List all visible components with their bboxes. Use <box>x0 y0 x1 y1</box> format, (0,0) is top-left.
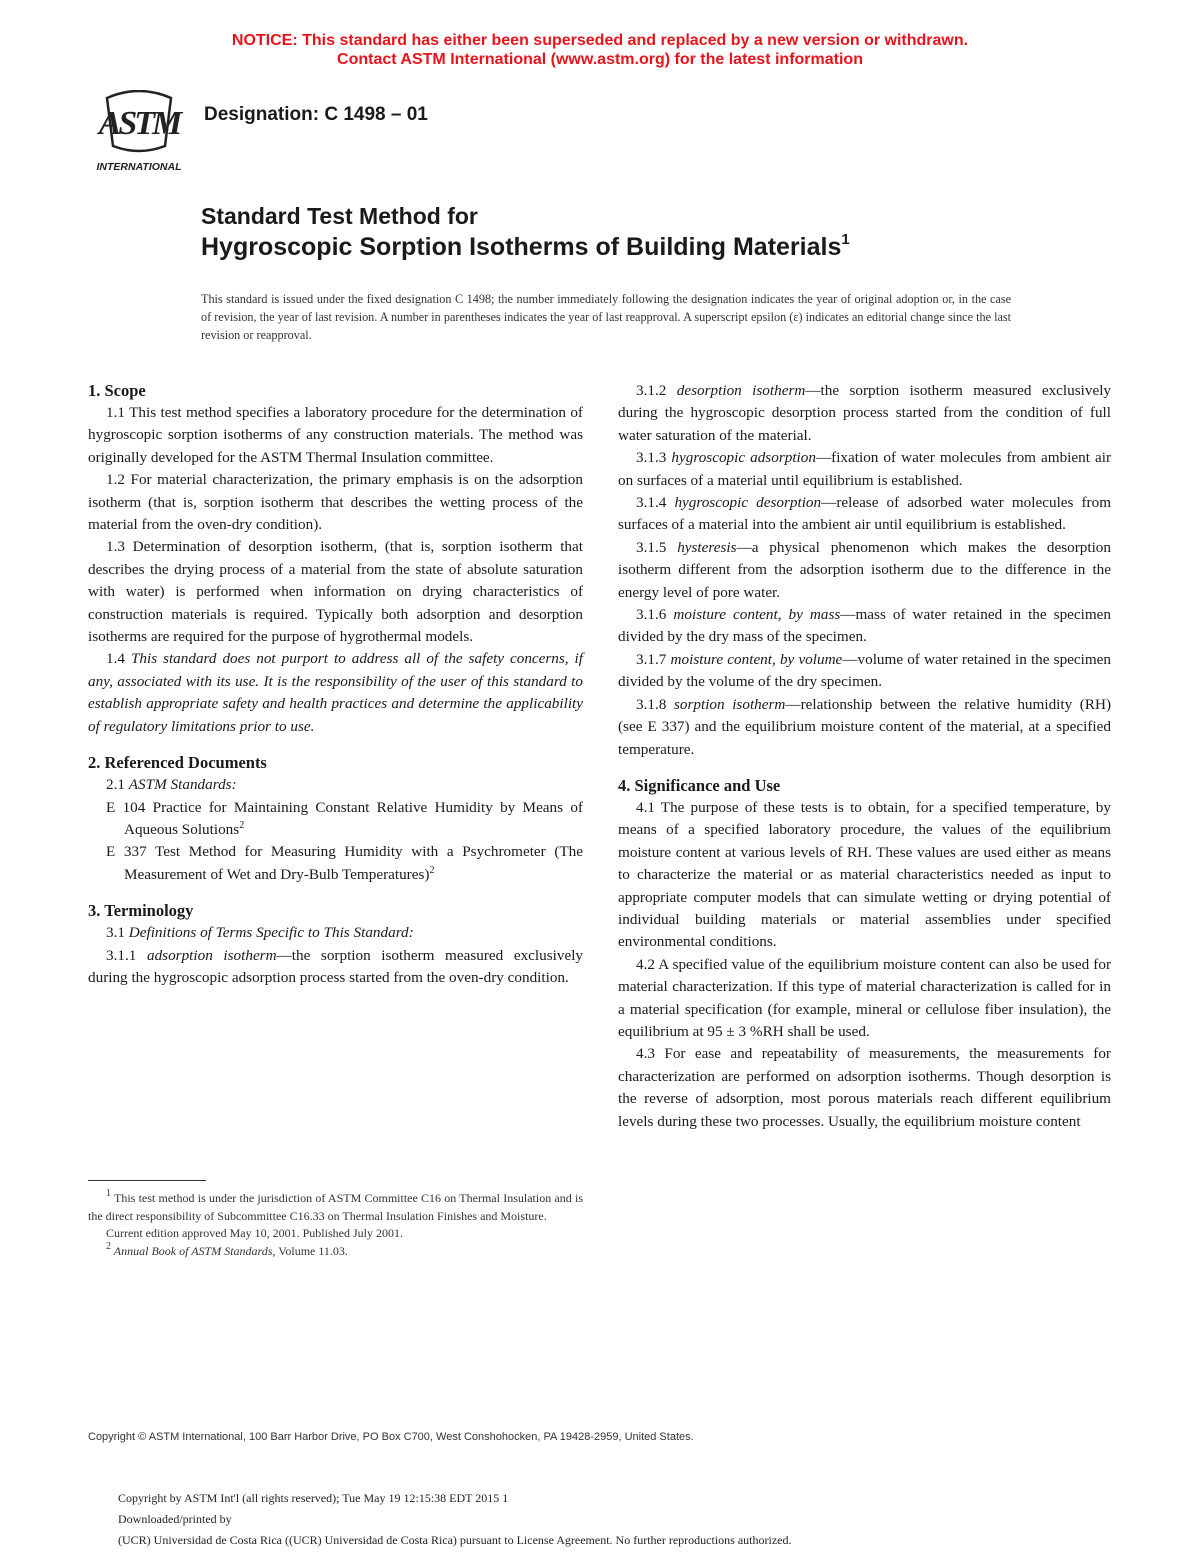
term-3-1-8: 3.1.8 sorption isotherm—relationship between the relative humidity (RH) (see E 337) and the equilibrium moisture content of the material, at a specified temperature. <box>618 695 1112 758</box>
notice-line-1: NOTICE: This standard has either been superseded and replaced by a new version or withdrawn. <box>231 32 969 49</box>
title-footnote-mark: 1 <box>841 231 850 248</box>
download-stamp <box>118 1488 792 1551</box>
para-4-1: 4.1 The purpose of these tests is to obtain, for a specified temperature, by means of a specified laboratory procedure, the values of the equilibrium moisture content at various levels of RH. These values are used either as means to characterize the material or as material characteristics needed as input to appropriate computer models that can simulate wetting or drying potential of individual building materials or material assemblies under specified environmental conditions. <box>618 798 1111 951</box>
ref-e104: E 104 Practice for Maintaining Constant Relative Humidity by Means of Aqueous Solutions$^2$ <box>106 798 583 838</box>
section-heading-referenced: 2. Referenced Documents <box>88 753 267 773</box>
footnote-divider <box>88 1180 206 1181</box>
astm-logo-icon <box>89 90 189 174</box>
copyright-line: Copyright © ASTM International, 100 Barr Harbor Drive, PO Box C700, West Conshohocken, PA 19428-2959, United States. <box>88 1431 694 1443</box>
designation: Designation: C 1498 – 01 <box>204 104 428 125</box>
para-3-1: 3.1 Definitions of Terms Specific to This Standard: <box>106 924 414 942</box>
term-3-1-6: 3.1.6 moisture content, by mass—mass of water retained in the specimen divided by the dry mass of the specimen. <box>618 606 1112 646</box>
term-3-1-7: 3.1.7 moisture content, by volume—volume of water retained in the specimen divided by the volume of the dry specimen. <box>618 650 1112 691</box>
download-line-3: (UCR) Universidad de Costa Rica ((UCR) Universidad de Costa Rica) pursuant to License Agreement. No further reproductions authorized. <box>118 1533 792 1547</box>
para-4-3: 4.3 For ease and repeatability of measurements, the measurements for characterization are performed on adsorption isotherms. Though desorption is the reverse of adsorption, most porous materials reach different equilibrium levels during these two processes. Usually, the equilibrium moisture content <box>618 1045 1111 1130</box>
term-3-1-1: 3.1.1 adsorption isotherm—the sorption isotherm measured exclusively during the hygroscopic adsorption process started from the oven-dry condition. <box>88 946 584 986</box>
svg-text:ASTM: ASTM <box>98 105 180 142</box>
term-3-1-5: 3.1.5 hysteresis—a physical phenomenon which makes the desorption isotherm different from the adsorption isotherm due to the difference in the energy level of pore water. <box>618 538 1111 601</box>
download-line-1: Copyright by ASTM Int'l (all rights reserved); Tue May 19 12:15:38 EDT 2015 1 <box>118 1491 509 1505</box>
para-1-3: 1.3 Determination of desorption isotherm, (that is, sorption isotherm that describes the drying process of a material from the state of absolute saturation with water) is performed when information on drying characteristics of construction materials is required. Typically both adsorption and desorption isotherms are required for the purpose of hygrothermal models. <box>88 538 583 646</box>
title-line-1: Standard Test Method for <box>201 203 478 229</box>
footnote-2: $^2$ Annual Book of ASTM Standards, Volume 11.03. <box>106 1240 348 1258</box>
term-3-1-4: 3.1.4 hygroscopic desorption—release of adsorbed water molecules from surfaces of a material into the ambient air until equilibrium is established. <box>618 494 1112 534</box>
section-heading-terminology: 3. Terminology <box>88 901 194 921</box>
section-heading-significance: 4. Significance and Use <box>618 775 781 795</box>
section-heading-scope: 1. Scope <box>88 381 146 400</box>
notice-line-2: Contact ASTM International (www.astm.org) for the latest information <box>337 51 863 68</box>
footnotes <box>88 1190 583 1260</box>
para-2-1: 2.1 ASTM Standards: <box>106 776 237 794</box>
left-column <box>88 380 583 989</box>
para-4-2: 4.2 A specified value of the equilibrium moisture content can also be used for material characterization. If this type of material characterization is called for in a material specification (for example, mineral or cellulose fiber insulation), the equilibrium at 95 ± 3 %RH shall be used. <box>618 955 1111 1040</box>
para-1-1: 1.1 This test method specifies a laboratory procedure for the determination of hygroscopic sorption isotherms of any construction materials. The method was originally developed for the ASTM Thermal Insulation committee. <box>88 404 583 466</box>
right-column <box>618 380 1111 1133</box>
logo-text: INTERNATIONAL <box>96 161 182 173</box>
term-3-1-3: 3.1.3 hygroscopic adsorption—fixation of water molecules from ambient air on surfaces of a material until equilibrium is established. <box>618 449 1112 489</box>
issued-note: This standard is issued under the fixed designation C 1498; the number immediately following the designation indicates the year of original adoption or, in the case of revision, the year of last revision. A number in parentheses indicates the year of last reapproval. A superscript epsilon (ε) indicates an editorial change since the last revision or reapproval. <box>201 292 1011 342</box>
para-1-2: 1.2 For material characterization, the primary emphasis is on the adsorption isotherm (that is, sorption isotherm that describes the wetting process of the material from the oven-dry condition). <box>88 471 583 534</box>
term-3-1-2: 3.1.2 desorption isotherm—the sorption isotherm measured exclusively during the hygroscopic desorption process started from the condition of full water saturation of the material. <box>618 382 1112 444</box>
title-line-2 <box>201 233 850 262</box>
footnote-1-edition: Current edition approved May 10, 2001. Published July 2001. <box>106 1226 403 1240</box>
withdrawal-notice <box>0 31 1200 69</box>
ref-e337: E 337 Test Method for Measuring Humidity with a Psychrometer (The Measurement of Wet and Dry-Bulb Temperatures)$^2$ <box>106 843 583 883</box>
title-main: Hygroscopic Sorption Isotherms of Building Materials <box>201 233 842 261</box>
footnote-1: $^1$ This test method is under the jurisdiction of ASTM Committee C16 on Thermal Insulation and is the direct responsibility of Subcommittee C16.33 on Thermal Insulation Finishes and Moisture. <box>88 1188 583 1223</box>
download-line-2: Downloaded/printed by <box>118 1512 232 1526</box>
para-1-4: 1.4 This standard does not purport to address all of the safety concerns, if any, associated with its use. It is the responsibility of the user of this standard to establish appropriate safety and health practices and determine the applicability of regulatory limitations prior to use. <box>88 650 583 735</box>
